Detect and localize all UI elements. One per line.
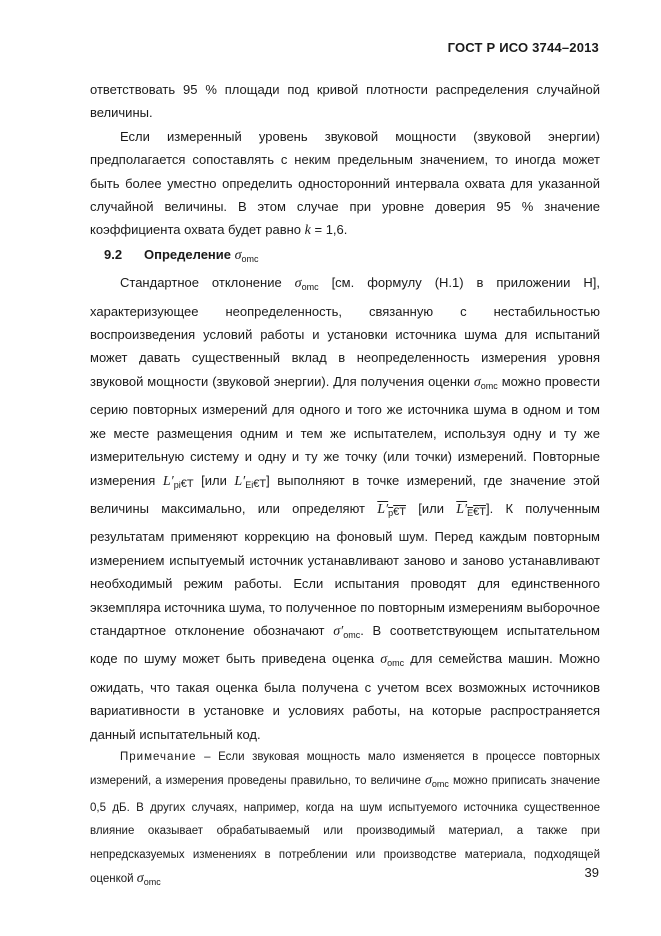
L-pi-symbol: $L'_{pi}€Т$: [162, 473, 194, 490]
section-heading: [90, 243, 600, 271]
sigma-omc-symbol: $\sigma_{omc}$: [136, 871, 161, 887]
L-E-mean-symbol: $L'_E€Т$: [456, 501, 486, 518]
sigma-omc-symbol: $\sigma_{omc}$: [380, 652, 405, 669]
note: Примечание – Если звуковая мощность мало изменяется в процессе повторных измерений, а измерения проведены правильно, то величине $\sigma_{omc}$ можно приписать значение 0,5 дБ. В других случаях, например, когда на шум испытуемого источника существенное влияние оказывает обрабатываемый или производимый материал, а также при непредсказуемых изменениях в потреблении или производстве материала, подходящей оценкой $\sigma_{omc}$: [90, 750, 600, 887]
k-symbol: k: [304, 223, 311, 239]
page-body: [90, 78, 600, 894]
sigma-omc-symbol: $\sigma_{omc}$: [473, 374, 498, 391]
paragraph-continuation: ответствовать 95 % площади под кривой плотности распределения случайной величины.: [90, 82, 600, 121]
sigma-omc-symbol: $\sigma_{omc}$: [294, 276, 319, 293]
sigma-prime-omc-symbol: $\sigma'_{omc}$: [333, 623, 361, 640]
sigma-omc-symbol: $\sigma_{omc}$: [234, 247, 259, 264]
note-label: Примечание: [120, 750, 197, 763]
page-number: 39: [584, 865, 599, 880]
paragraph-one-sided-interval: Если измеренный уровень звуковой мощности (звуковой энергии) предполагается сопоставлять с неким предельным значением, то иногда может быть более уместно определить односторонний интервала охвата для указанной случайной величины. В этом случае при уровне доверия 95 % значение коэффициента охвата будет равно k = 1,6.: [90, 128, 600, 239]
section-number: 9.2: [104, 246, 123, 262]
section-title: Определение: [144, 246, 232, 262]
paragraph-standard-deviation: Стандартное отклонение $\sigma_{omc}$ [см. формулу (Н.1) в приложении Н], характеризующее неопределенность, связанную с нестабильностью воспроизведения условий работы и установки источника шума для испытаний может давать существенный вклад в неопределенность измерения уровня звуковой мощности (звуковой энергии). Для получения оценки $\sigma_{omc}$ можно провести серию повторных измерений для одного и того же источника шума в одном и том же месте размещения одним и тем же испытателем, используя одну и ту же измерительную систему и одну и ту же точку (или точки) измерений. Повторные измерения $L'_{pi}€Т$ [или $L'_{Ei}€Т$] выполняют в точке измерений, где значение этой величины максимально, или определяют $L'_p€Т$ [или $L'_E€Т$]. К полученным результатам применяют коррекцию на фоновый шум. Перед каждым повторным измерением испытуемый источник устанавливают заново и заново устанавливают необходимый режим работы. Если испытания проводят для единственного экземпляра источника шума, то полученное по повторным измерениям выборочное стандартное отклонение обозначают $\sigma'_{omc}$. В соответствующем испытательном коде по шуму может быть приведена оценка $\sigma_{omc}$ для семейства машин. Можно ожидать, что такая оценка была получена с учетом всех возможных источников вариативности в установке и условиях работы, на которые распространяется данный испытательный код.: [90, 275, 600, 742]
sigma-omc-symbol: $\sigma_{omc}$: [424, 773, 449, 790]
document-code: ГОСТ Р ИСО 3744–2013: [447, 40, 599, 55]
L-p-mean-symbol: $L'_p€Т$: [377, 501, 406, 518]
L-Ei-symbol: $L'_{Ei}€Т$: [234, 473, 267, 490]
